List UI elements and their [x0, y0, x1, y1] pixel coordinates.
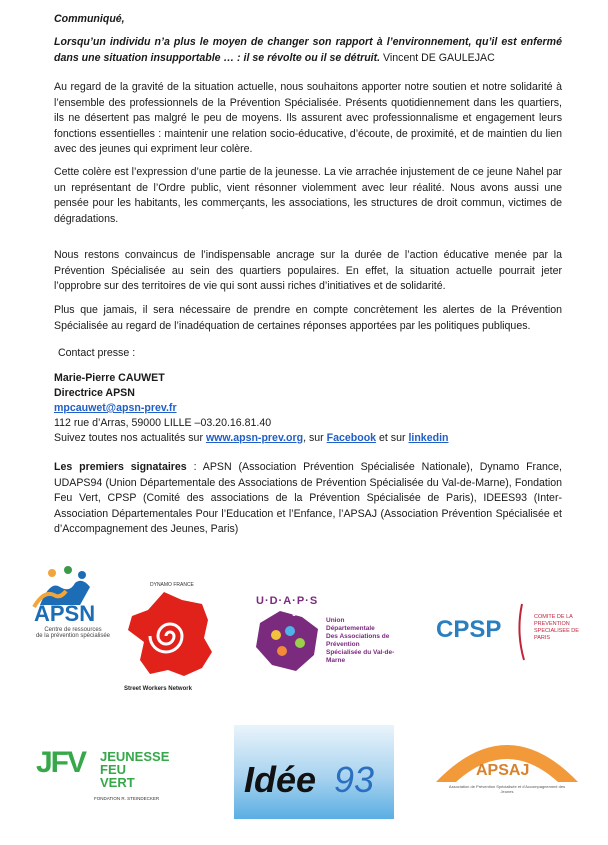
udaps-desc-2: Départementale — [326, 625, 375, 632]
paragraph-anger: Cette colère est l’expression d’une partie de la jeunesse. La vie arrachée injustement de ce jeune Nahel par un représentant de l’Ordre public, vient résonner violemment avec leur réalité. Nous avons aussi une pensée pour les habitants, les commerçants, les associations, les structures de droit commun, victimes de dégradations. — [54, 166, 562, 225]
contact-email-row — [54, 401, 562, 417]
dynamo-logo-top: DYNAMO FRANCE — [150, 582, 194, 588]
idee93-logo-name: Idée — [244, 759, 317, 800]
udaps-desc-5: Spécialisée du Val-de- — [326, 649, 395, 656]
follow-row — [54, 431, 562, 447]
cpsp-desc-4: PARIS — [534, 635, 551, 641]
quote-author: Vincent DE GAULEJAC — [380, 51, 495, 64]
apsn-logo-name: APSN — [34, 601, 96, 626]
contact-name: Marie-Pierre CAUWET — [54, 372, 165, 384]
apsn-logo-sub-1: Centre de ressources — [44, 627, 102, 633]
contact-address: 112 rue d’Arras, 59000 LILLE –03.20.16.81.40 — [54, 417, 272, 429]
follow-sep-1: , sur — [303, 432, 327, 444]
udaps-logo-name: U·D·A·P·S — [256, 595, 319, 607]
cpsp-logo-name: CPSP — [436, 616, 502, 643]
jfv-logo-words — [100, 750, 169, 789]
apsaj-logo-name: APSAJ — [476, 762, 530, 779]
dynamo-france-map-icon — [124, 590, 216, 680]
udaps-desc-3: Des Associations de — [326, 633, 390, 640]
udaps-logo-desc — [326, 617, 394, 665]
cpsp-desc-1: COMITE DE LA — [534, 614, 573, 620]
apsaj-logo-sub: Association de Prévention Spécialisée et d'Accompagnement des Jeunes — [448, 784, 566, 794]
opening-quote — [54, 35, 562, 66]
facebook-link[interactable]: Facebook — [326, 432, 377, 444]
signatories-label: Les premiers signataires — [54, 461, 187, 473]
udaps-desc-4: Prévention — [326, 641, 360, 648]
signatories-text: : APSN (Association Prévention Spécialisée Nationale), Dynamo France, UDAPS94 (Union Départementale des Associations de Prévention Spécialisée du Val-de-Marne), Fondation Feu Vert, CPSP (Comité des associations de la Prévention Spécialisée de Paris), IDEES93 (Inter-Association Départementales Pour l’Education et l’Enfance, l’APSAJ (Association Prévention Spécialisée et d’Accompagnement des Jeunes, Paris) — [54, 461, 563, 536]
paragraph-alerts: Plus que jamais, il sera nécessaire de prendre en compte concrètement les alertes de la Prévention Spécialisée au regard de l’inadéquation de certaines réponses apportées par les politiques publiques. — [54, 304, 562, 332]
dynamo-logo — [120, 582, 222, 700]
jfv-word-3: VERT — [100, 775, 135, 790]
idee93-logo — [234, 725, 394, 819]
udaps-logo-num: 94 — [292, 609, 301, 618]
udaps-map-icon — [252, 603, 322, 675]
udaps-desc-6: Marne — [326, 657, 346, 664]
contact-label: Contact presse : — [58, 347, 136, 359]
udaps-desc-1: Union — [326, 617, 345, 624]
communique-heading: Communiqué, — [54, 13, 125, 25]
jfv-logo-mark: JFV — [36, 746, 86, 779]
apsn-logo-sub-2: de la prévention spécialisée — [35, 633, 111, 639]
cpsp-desc-2: PREVENTION — [534, 621, 570, 627]
cpsp-desc-3: SPECIALISEE DE — [534, 628, 579, 634]
quote-bold-line-2: dans une situation insupportable … : il se révolte ou il se détruit. — [54, 51, 381, 64]
jfv-logo-sub: FONDATION R. STEINDECKER — [94, 796, 160, 801]
signatories-paragraph — [54, 460, 562, 538]
jfv-word-2: FEU — [100, 762, 126, 777]
dynamo-logo-bottom: Street Workers Network — [124, 686, 192, 692]
follow-prefix: Suivez toutes nos actualités sur — [54, 432, 206, 444]
jfv-logo — [36, 740, 196, 806]
apsn-logo — [20, 565, 120, 645]
linkedin-link[interactable]: linkedin — [408, 432, 449, 444]
paragraph-anchoring: Nous restons convaincus de l’indispensable ancrage sur la durée de l’action éducative menée par la Prévention Spécialisée au sein des quartiers populaires. En effet, la situation actuelle pourrait jeter l’opprobre sur des territoires de vie qui sont aussi riches d’initiatives et de solidarité. — [54, 249, 562, 293]
quote-bold-line-1: Lorsqu’un individu n’a plus le moyen de changer son rapport à l’environnement, qu’il est enfermé — [54, 36, 562, 48]
apsaj-logo — [432, 728, 582, 818]
cpsp-logo — [436, 602, 596, 666]
apsn-logo-sub — [26, 627, 120, 639]
website-link[interactable]: www.apsn-prev.org — [205, 432, 304, 444]
contact-email-link[interactable]: mpcauwet@apsn-prev.fr — [54, 402, 177, 414]
jfv-word-1: JEUNESSE — [100, 749, 170, 764]
follow-sep-2: et sur — [376, 432, 409, 444]
udaps-logo — [252, 595, 402, 677]
paragraph-solidarity: Au regard de la gravité de la situation actuelle, nous souhaitons apporter notre soutien et notre solidarité à l’ensemble des professionnels de la Prévention Spécialisée. Présents quotidiennement dans les quartiers, ils ne désertent pas malgré le peu de moyens. Ils assurent avec professionnalisme et engagement leurs fonctions essentielles : maintenir une relation socio-éducative, d’écoute, de proximité, et de maintien du lien avec des jeunes qui expriment leur colère. — [54, 81, 562, 156]
idee93-logo-num: 93 — [334, 759, 375, 800]
cpsp-logo-desc — [534, 614, 579, 642]
contact-role: Directrice APSN — [54, 387, 135, 399]
cpsp-swoosh-icon — [514, 602, 528, 662]
